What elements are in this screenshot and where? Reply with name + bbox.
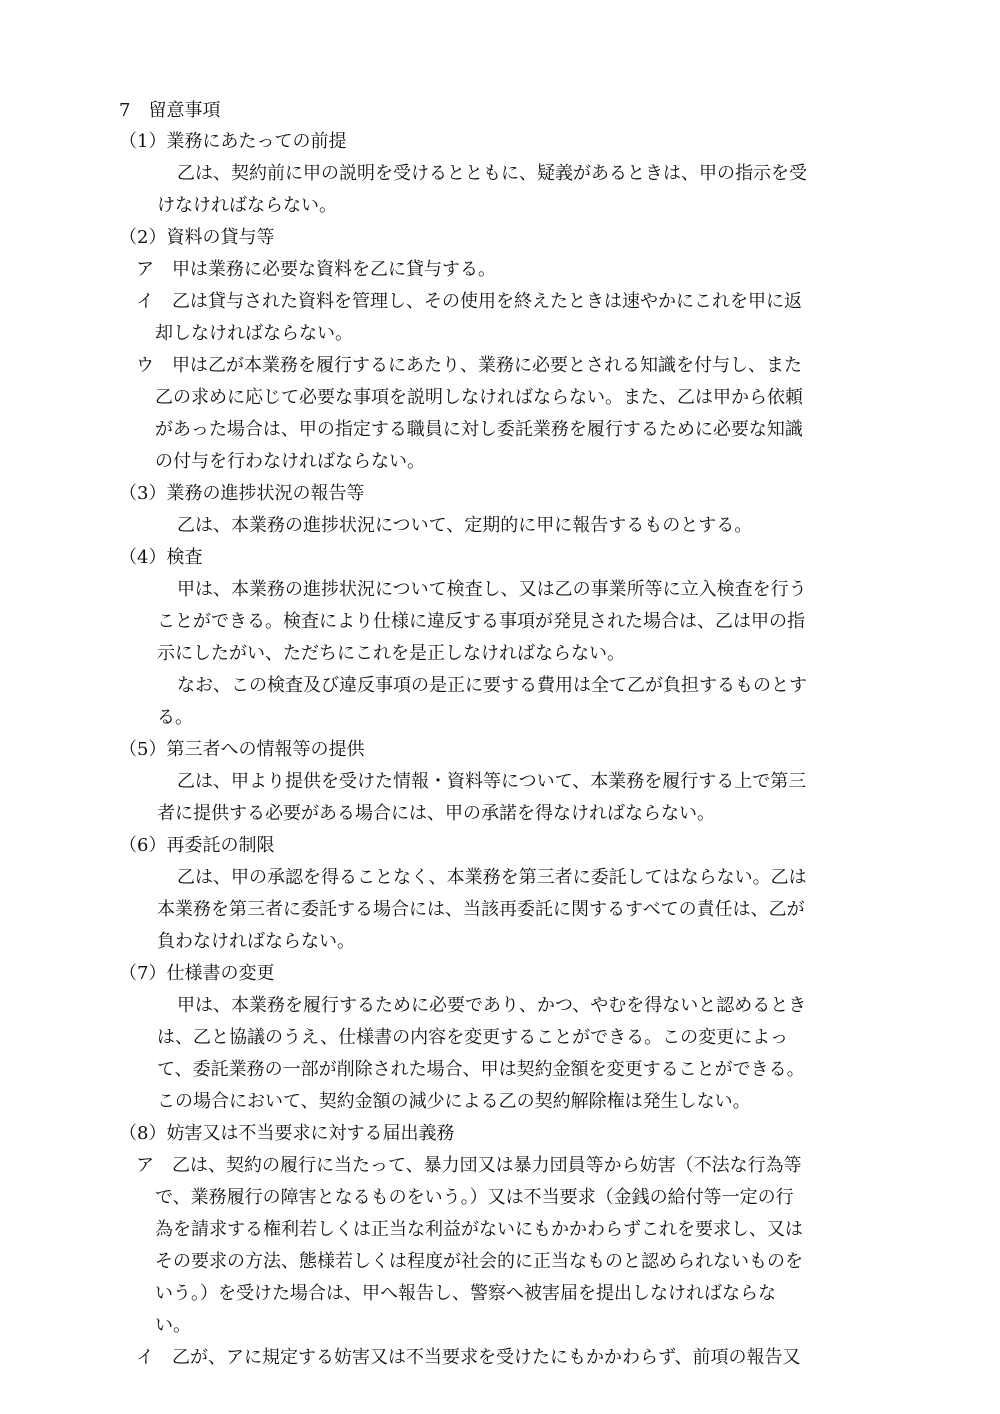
paragraph-line: ことができる。検査により仕様に違反する事項が発見された場合は、乙は甲の指 [157, 611, 805, 632]
subsection-heading: （3）業務の進捗状況の報告等 [119, 483, 365, 504]
subsection-heading: （4）検査 [119, 547, 203, 568]
subsection-heading: （1）業務にあたっての前提 [119, 131, 347, 152]
list-item: ウ 甲は乙が本業務を履行するにあたり、業務に必要とされる知識を付与し、また [136, 355, 802, 376]
paragraph-line: 者に提供する必要がある場合には、甲の承諾を得なければならない。 [157, 803, 715, 824]
paragraph-line: 甲は、本業務を履行するために必要であり、かつ、やむを得ないと認めるとき [177, 995, 807, 1016]
paragraph-line: 乙の求めに応じて必要な事項を説明しなければならない。また、乙は甲から依頼 [155, 387, 803, 408]
paragraph-line: 示にしたがい、ただちにこれを是正しなければならない。 [157, 643, 625, 664]
subsection-heading: （8）妨害又は不当要求に対する届出義務 [119, 1123, 455, 1144]
subsection-heading: （6）再委託の制限 [119, 835, 275, 856]
paragraph-line: い。 [155, 1315, 191, 1336]
paragraph-line: 乙は、本業務の進捗状況について、定期的に甲に報告するものとする。 [177, 515, 753, 536]
subsection-heading: （2）資料の貸与等 [119, 227, 275, 248]
paragraph-line: けなければならない。 [157, 195, 337, 216]
list-item: ア 乙は、契約の履行に当たって、暴力団又は暴力団員等から妨害（不法な行為等 [136, 1155, 802, 1176]
paragraph-line: 乙は、甲より提供を受けた情報・資料等について、本業務を履行する上で第三 [177, 771, 807, 792]
paragraph-line: の付与を行わなければならない。 [155, 451, 425, 472]
paragraph-line: で、業務履行の障害となるものをいう。）又は不当要求（金銭の給付等一定の行 [155, 1187, 794, 1208]
paragraph-line: る。 [157, 707, 193, 728]
paragraph-line: は、乙と協議のうえ、仕様書の内容を変更することができる。この変更によっ [157, 1027, 789, 1048]
list-item: イ 乙が、アに規定する妨害又は不当要求を受けたにもかかわらず、前項の報告又 [136, 1347, 801, 1368]
subsection-heading: （5）第三者への情報等の提供 [119, 739, 365, 760]
paragraph-line: があった場合は、甲の指定する職員に対し委託業務を履行するために必要な知識 [155, 419, 803, 440]
paragraph-line: 負わなければならない。 [157, 931, 355, 952]
paragraph-line: 乙は、甲の承認を得ることなく、本業務を第三者に委託してはならない。乙は [177, 867, 807, 888]
list-item: イ 乙は貸与された資料を管理し、その使用を終えたときは速やかにこれを甲に返 [136, 291, 802, 312]
paragraph-line: この場合において、契約金額の減少による乙の契約解除権は発生しない。 [157, 1091, 751, 1112]
section-heading: 7 留意事項 [119, 100, 221, 121]
list-item: ア 甲は業務に必要な資料を乙に貸与する。 [136, 259, 496, 280]
paragraph-line: いう。）を受けた場合は、甲へ報告し、警察へ被害届を提出しなければならな [155, 1283, 776, 1304]
paragraph-line: 本業務を第三者に委託する場合には、当該再委託に関するすべての責任は、乙が [157, 899, 805, 920]
paragraph-line: て、委託業務の一部が削除された場合、甲は契約金額を変更することができる。 [157, 1059, 805, 1080]
paragraph-line: なお、この検査及び違反事項の是正に要する費用は全て乙が負担するものとす [177, 675, 807, 696]
subsection-heading: （7）仕様書の変更 [119, 963, 275, 984]
paragraph-line: 却しなければならない。 [155, 323, 353, 344]
paragraph-line: 為を請求する権利若しくは正当な利益がないにもかかわらずこれを要求し、又は [155, 1219, 803, 1240]
paragraph-line: 乙は、契約前に甲の説明を受けるとともに、疑義があるときは、甲の指示を受 [177, 163, 807, 184]
paragraph-line: その要求の方法、態様若しくは程度が社会的に正当なものと認められないものを [155, 1251, 803, 1272]
paragraph-line: 甲は、本業務の進捗状況について検査し、又は乙の事業所等に立入検査を行う [177, 579, 807, 600]
